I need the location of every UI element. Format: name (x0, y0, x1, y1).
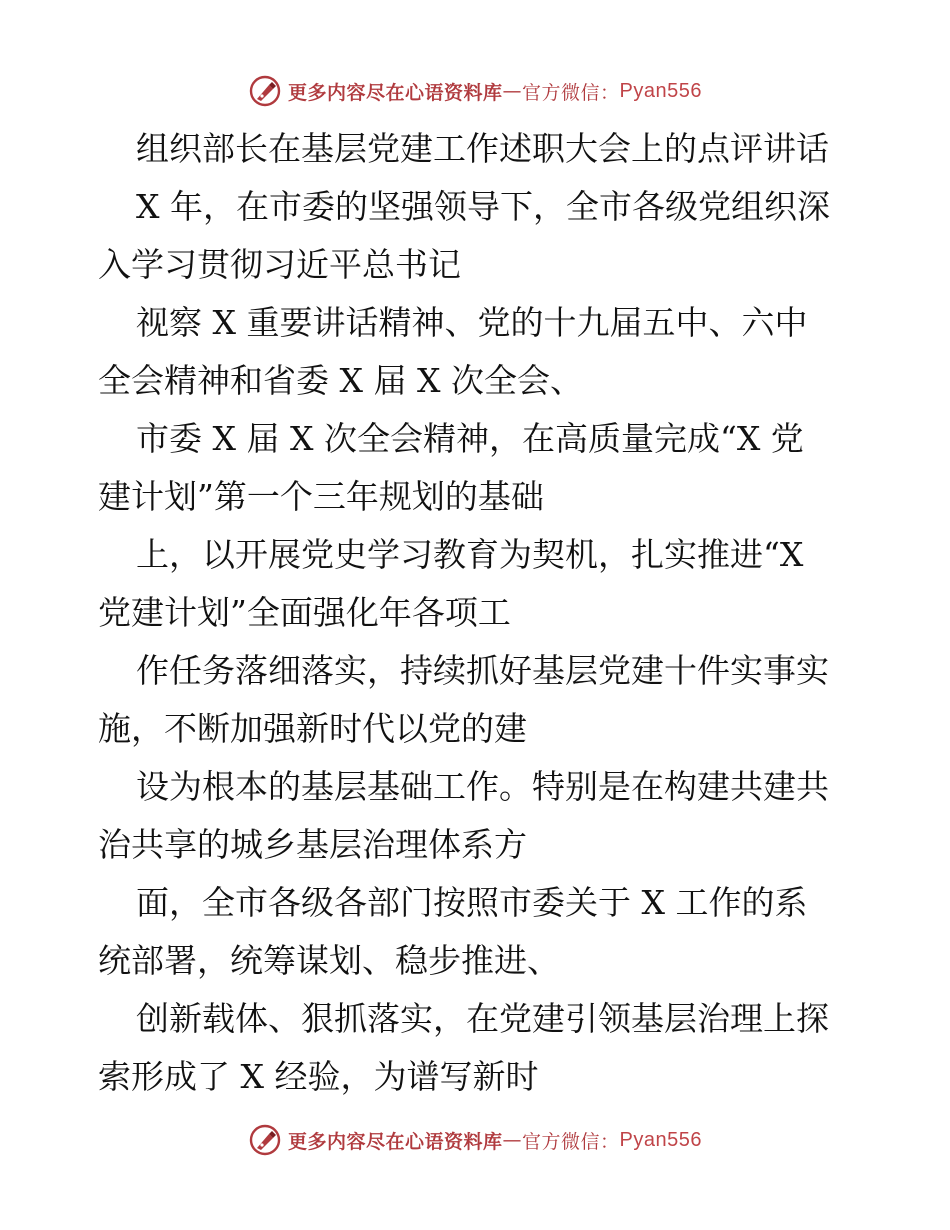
paragraph-line: 索形成了 X 经验，为谱写新时 (98, 1057, 539, 1096)
paragraph-line: 设为根本的基层基础工作。特别是在构建共建共 (136, 767, 829, 806)
banner-separator: — (502, 80, 523, 102)
banner-brand-text: 更多内容尽在心语资料库 (288, 81, 503, 104)
pen-nib-logo-icon (248, 74, 282, 108)
paragraph-line: 建计划”第一个三年规划的基础 (98, 477, 544, 516)
paragraph-line: 统部署，统筹谋划、稳步推进、 (98, 941, 560, 980)
header-banner (0, 71, 950, 111)
banner-wechat-id: Pyan556 (619, 79, 702, 102)
banner-separator: — (502, 1129, 523, 1151)
paragraph-line: 视察 X 重要讲话精神、党的十九届五中、六中 (136, 303, 808, 342)
paragraph-line: 上，以开展党史学习教育为契机，扎实推进“X (136, 535, 804, 574)
document-title: 组织部长在基层党建工作述职大会上的点评讲话 (136, 129, 829, 168)
document-body (98, 120, 858, 1106)
paragraph-line: 施，不断加强新时代以党的建 (98, 709, 527, 748)
paragraph-line: 创新载体、狠抓落实，在党建引领基层治理上探 (136, 999, 829, 1038)
paragraph-line: 入学习贯彻习近平总书记 (98, 245, 461, 284)
paragraph-line: 面，全市各级各部门按照市委关于 X 工作的系 (136, 883, 808, 922)
paragraph-line: 治共享的城乡基层治理体系方 (98, 825, 527, 864)
footer-banner (0, 1120, 950, 1160)
paragraph-line: X 年，在市委的坚强领导下，全市各级党组织深 (136, 187, 830, 226)
pen-nib-logo-icon (248, 1123, 282, 1157)
banner-wechat-id: Pyan556 (619, 1128, 702, 1151)
paragraph-line: 市委 X 届 X 次全会精神，在高质量完成“X 党 (136, 419, 804, 458)
paragraph-line: 党建计划”全面强化年各项工 (98, 593, 511, 632)
banner-wechat-label: 官方微信： (522, 81, 620, 104)
paragraph-line: 作任务落细落实，持续抓好基层党建十件实事实 (136, 651, 829, 690)
banner-brand-text: 更多内容尽在心语资料库 (288, 1130, 503, 1153)
banner-wechat-label: 官方微信： (522, 1130, 620, 1153)
paragraph-line: 全会精神和省委 X 届 X 次全会、 (98, 361, 583, 400)
